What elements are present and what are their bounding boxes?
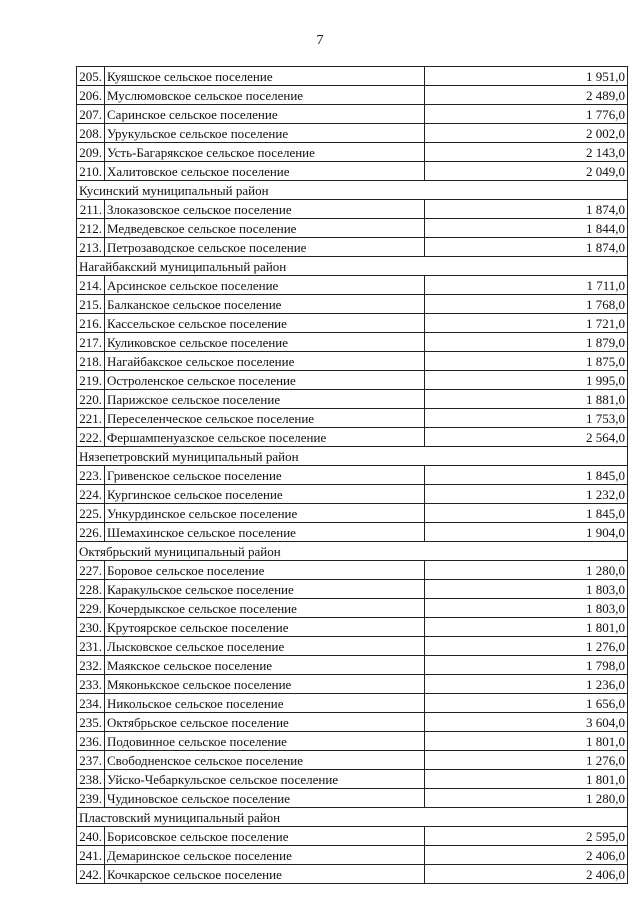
row-number: 222. [77, 428, 105, 447]
row-value: 1 236,0 [425, 675, 628, 694]
settlement-name: Маякское сельское поселение [105, 656, 425, 675]
district-row [77, 257, 628, 276]
settlement-name: Куликовское сельское поселение [105, 333, 425, 352]
row-value: 1 951,0 [425, 67, 628, 86]
settlement-name: Демаринское сельское поселение [105, 846, 425, 865]
row-number: 236. [77, 732, 105, 751]
settlement-name: Чудиновское сельское поселение [105, 789, 425, 808]
settlement-name: Петрозаводское сельское поселение [105, 238, 425, 257]
table-row [77, 865, 628, 884]
settlement-name: Муслюмовское сельское поселение [105, 86, 425, 105]
table-row [77, 86, 628, 105]
row-number: 240. [77, 827, 105, 846]
table-row [77, 238, 628, 257]
table-row [77, 276, 628, 295]
table-row [77, 846, 628, 865]
table-row [77, 827, 628, 846]
table-row [77, 713, 628, 732]
table-row [77, 675, 628, 694]
table-row [77, 314, 628, 333]
settlement-name: Злоказовское сельское поселение [105, 200, 425, 219]
row-number: 235. [77, 713, 105, 732]
settlement-name: Свободненское сельское поселение [105, 751, 425, 770]
settlement-name: Шемахинское сельское поселение [105, 523, 425, 542]
settlement-name: Кочкарское сельское поселение [105, 865, 425, 884]
row-number: 238. [77, 770, 105, 789]
table-row [77, 409, 628, 428]
row-number: 221. [77, 409, 105, 428]
settlement-name: Кочердыкское сельское поселение [105, 599, 425, 618]
row-value: 1 721,0 [425, 314, 628, 333]
row-number: 237. [77, 751, 105, 770]
row-value: 1 845,0 [425, 466, 628, 485]
settlement-name: Арсинское сельское поселение [105, 276, 425, 295]
settlement-name: Балканское сельское поселение [105, 295, 425, 314]
row-number: 216. [77, 314, 105, 333]
row-number: 208. [77, 124, 105, 143]
row-value: 1 776,0 [425, 105, 628, 124]
table-row [77, 751, 628, 770]
settlement-name: Боровое сельское поселение [105, 561, 425, 580]
page-number: 7 [316, 33, 324, 48]
settlement-name: Куяшское сельское поселение [105, 67, 425, 86]
row-value: 1 280,0 [425, 789, 628, 808]
row-number: 207. [77, 105, 105, 124]
settlements-table-body [77, 67, 628, 884]
row-value: 2 143,0 [425, 143, 628, 162]
table-row [77, 599, 628, 618]
table-row [77, 428, 628, 447]
settlement-name: Каракульское сельское поселение [105, 580, 425, 599]
row-number: 209. [77, 143, 105, 162]
row-value: 1 801,0 [425, 618, 628, 637]
table-row [77, 390, 628, 409]
row-value: 2 406,0 [425, 865, 628, 884]
row-number: 212. [77, 219, 105, 238]
district-name: Нагайбакский муниципальный район [77, 257, 628, 276]
row-value: 2 489,0 [425, 86, 628, 105]
row-number: 213. [77, 238, 105, 257]
row-value: 1 995,0 [425, 371, 628, 390]
table-row [77, 371, 628, 390]
row-number: 225. [77, 504, 105, 523]
table-row [77, 637, 628, 656]
row-value: 1 232,0 [425, 485, 628, 504]
row-value: 2 002,0 [425, 124, 628, 143]
row-number: 218. [77, 352, 105, 371]
row-number: 223. [77, 466, 105, 485]
row-value: 1 276,0 [425, 751, 628, 770]
row-value: 1 881,0 [425, 390, 628, 409]
table-row [77, 485, 628, 504]
row-number: 226. [77, 523, 105, 542]
district-row [77, 808, 628, 827]
settlement-name: Нагайбакское сельское поселение [105, 352, 425, 371]
settlement-name: Саринское сельское поселение [105, 105, 425, 124]
settlement-name: Мяконькское сельское поселение [105, 675, 425, 694]
settlement-name: Усть-Багарякское сельское поселение [105, 143, 425, 162]
settlement-name: Лысковское сельское поселение [105, 637, 425, 656]
district-row [77, 542, 628, 561]
table-row [77, 504, 628, 523]
settlement-name: Парижское сельское поселение [105, 390, 425, 409]
row-value: 1 753,0 [425, 409, 628, 428]
settlement-name: Ункурдинское сельское поселение [105, 504, 425, 523]
table-row [77, 333, 628, 352]
row-number: 234. [77, 694, 105, 713]
row-value: 1 874,0 [425, 238, 628, 257]
table-row [77, 295, 628, 314]
table-row [77, 732, 628, 751]
settlement-name: Переселенческое сельское поселение [105, 409, 425, 428]
district-name: Пластовский муниципальный район [77, 808, 628, 827]
settlement-name: Кассельское сельское поселение [105, 314, 425, 333]
table-row [77, 580, 628, 599]
row-number: 214. [77, 276, 105, 295]
table-row [77, 466, 628, 485]
row-number: 239. [77, 789, 105, 808]
settlement-name: Остроленское сельское поселение [105, 371, 425, 390]
row-number: 228. [77, 580, 105, 599]
row-value: 1 768,0 [425, 295, 628, 314]
district-row [77, 447, 628, 466]
row-number: 220. [77, 390, 105, 409]
settlement-name: Уйско-Чебаркульское сельское поселение [105, 770, 425, 789]
settlement-name: Халитовское сельское поселение [105, 162, 425, 181]
row-number: 231. [77, 637, 105, 656]
table-row [77, 124, 628, 143]
settlement-name: Борисовское сельское поселение [105, 827, 425, 846]
row-number: 205. [77, 67, 105, 86]
row-number: 242. [77, 865, 105, 884]
row-value: 1 280,0 [425, 561, 628, 580]
settlement-name: Урукульское сельское поселение [105, 124, 425, 143]
row-number: 217. [77, 333, 105, 352]
row-value: 1 803,0 [425, 599, 628, 618]
row-number: 232. [77, 656, 105, 675]
table-row [77, 143, 628, 162]
table-row [77, 770, 628, 789]
row-number: 210. [77, 162, 105, 181]
table-row [77, 789, 628, 808]
settlement-name: Медведевское сельское поселение [105, 219, 425, 238]
row-number: 215. [77, 295, 105, 314]
row-value: 2 049,0 [425, 162, 628, 181]
table-row [77, 352, 628, 371]
settlement-name: Подовинное сельское поселение [105, 732, 425, 751]
row-value: 2 564,0 [425, 428, 628, 447]
table-row [77, 200, 628, 219]
district-name: Нязепетровский муниципальный район [77, 447, 628, 466]
settlement-name: Гривенское сельское поселение [105, 466, 425, 485]
table-row [77, 618, 628, 637]
row-number: 233. [77, 675, 105, 694]
row-number: 224. [77, 485, 105, 504]
row-value: 1 844,0 [425, 219, 628, 238]
row-value: 1 801,0 [425, 770, 628, 789]
row-value: 2 406,0 [425, 846, 628, 865]
row-number: 229. [77, 599, 105, 618]
settlement-name: Никольское сельское поселение [105, 694, 425, 713]
row-number: 230. [77, 618, 105, 637]
settlement-name: Октябрьское сельское поселение [105, 713, 425, 732]
table-row [77, 219, 628, 238]
settlement-name: Фершампенуазское сельское поселение [105, 428, 425, 447]
district-name: Кусинский муниципальный район [77, 181, 628, 200]
row-number: 219. [77, 371, 105, 390]
row-value: 1 711,0 [425, 276, 628, 295]
district-name: Октябрьский муниципальный район [77, 542, 628, 561]
table-row [77, 67, 628, 86]
table-row [77, 656, 628, 675]
settlements-table [76, 66, 628, 884]
settlement-name: Кургинское сельское поселение [105, 485, 425, 504]
row-value: 1 276,0 [425, 637, 628, 656]
row-value: 3 604,0 [425, 713, 628, 732]
row-value: 2 595,0 [425, 827, 628, 846]
row-number: 227. [77, 561, 105, 580]
row-value: 1 875,0 [425, 352, 628, 371]
settlement-name: Крутоярское сельское поселение [105, 618, 425, 637]
row-value: 1 801,0 [425, 732, 628, 751]
row-value: 1 803,0 [425, 580, 628, 599]
row-number: 241. [77, 846, 105, 865]
district-row [77, 181, 628, 200]
table-row [77, 162, 628, 181]
table-row [77, 523, 628, 542]
row-value: 1 904,0 [425, 523, 628, 542]
table-row [77, 694, 628, 713]
row-value: 1 879,0 [425, 333, 628, 352]
row-value: 1 874,0 [425, 200, 628, 219]
row-value: 1 656,0 [425, 694, 628, 713]
table-row [77, 561, 628, 580]
row-value: 1 798,0 [425, 656, 628, 675]
row-number: 206. [77, 86, 105, 105]
row-value: 1 845,0 [425, 504, 628, 523]
table-row [77, 105, 628, 124]
row-number: 211. [77, 200, 105, 219]
